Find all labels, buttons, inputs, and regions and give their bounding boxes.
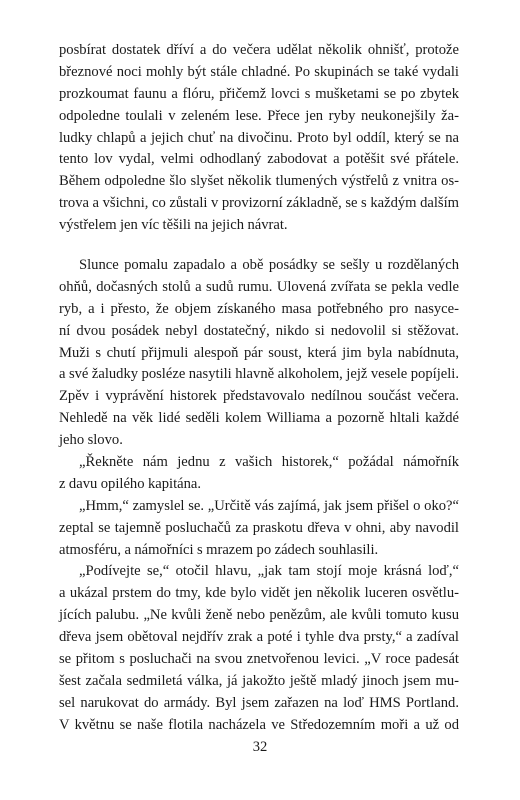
text-line: posbírat dostatek dříví a do večera udělat několik ohnišť, protože: [59, 42, 459, 58]
text-line: dřeva jsem obětoval nejdřív zrak a poté i tyhle dva prsty,“ a zadíval: [59, 629, 459, 646]
paragraph: [59, 255, 459, 452]
text-line: Slunce pomalu zapadalo a obě posádky se sešly u rozdělaných: [79, 257, 459, 274]
text-line: Během odpoledne šlo slyšet několik tlumených výstřelů z vnitra os-: [59, 173, 459, 190]
text-line: atmosféru, a námořníci s mrazem po zádech souhlasili.: [59, 541, 379, 558]
text-line: „Řekněte nám jednu z vašich historek,“ požádal námořník: [79, 454, 459, 471]
text-line: sel narukovat do armády. Byl jsem zařazen na loď HMS Portland.: [59, 694, 459, 711]
text-line: se přitom s posluchači na svou znetvořenou levici. „V roce padesát: [59, 651, 459, 668]
text-line: zeptal se tajemně posluchačů za praskotu dřeva v ohni, aby navodil: [59, 519, 459, 536]
paragraph: [59, 496, 459, 562]
text-line: a ukázal prstem do tmy, kde bylo vidět jen několik luceren osvětlu-: [59, 585, 459, 602]
text-line: prozkoumat faunu a flóru, přičemž lovci s mušketami se po zbytek: [59, 85, 459, 102]
text-line: výstřelem jen víc těšili na jejich návrat.: [59, 217, 288, 234]
text-line: a své žaludky posléze nasytili hlavně alkoholem, jejž vesele popíjeli.: [59, 366, 459, 383]
text-line: „Hmm,“ zamyslel se. „Určitě vás zajímá, jak jsem přišel o oko?“: [79, 497, 459, 514]
text-line: šest začala sedmiletá válka, já jakožto ještě mladý jinoch jsem mu-: [59, 672, 459, 689]
text-line: jeho slovo.: [59, 432, 123, 449]
paragraph-gap: [59, 237, 459, 255]
paragraph: [59, 561, 459, 736]
text-line: Nehledě na věk lidé seděli kolem Williama a pozorně hltali každé: [59, 410, 459, 427]
paragraph: [59, 452, 459, 496]
text-line: tento lov vydal, velmi odhodlaný zabodovat a potěšit své přátele.: [59, 151, 459, 168]
text-line: jících palubu. „Ne kvůli ženě nebo penězům, ale kvůli tomuto kusu: [59, 607, 459, 624]
text-line: V květnu se naše flotila nacházela ve Středozemním moři a už od: [59, 716, 459, 733]
text-line: ludky chlapů a jejich chuť na divočinu. Proto byl oddíl, který se na: [59, 129, 459, 146]
text-line: Zpěv i vyprávění historek představovalo nedílnou součást večera.: [59, 388, 459, 405]
text-line: „Podívejte se,“ otočil hlavu, „jak tam stojí moje krásná loď,“: [79, 563, 459, 580]
page-number: 32: [252, 739, 268, 755]
text-line: březnové noci mohly být stále chladné. Po skupinách se také vydali: [59, 63, 459, 80]
text-line: ní dvou posádek nebyl dostatečný, nikdo si nedovolil si stěžovat.: [59, 322, 459, 339]
paragraph: [59, 40, 459, 237]
page-body: [59, 40, 459, 737]
text-line: Muži s chutí přijmuli alespoň pár soust, která jim byla nabídnuta,: [59, 344, 459, 361]
text-line: ryb, a i přesto, že objem získaného masa potřebného pro nasyce-: [59, 300, 459, 317]
text-line: odpoledne toulali v zeleném lese. Přece jen ryby neukonejšily ža-: [59, 107, 459, 124]
text-line: ohňů, dočasných stolů a sudů rumu. Ulovená zvířata se pekla vedle: [59, 278, 459, 295]
text-line: trova a všichni, co zůstali v provizorní základně, se s každým dalším: [59, 195, 459, 212]
text-line: z davu opilého kapitána.: [59, 475, 202, 492]
